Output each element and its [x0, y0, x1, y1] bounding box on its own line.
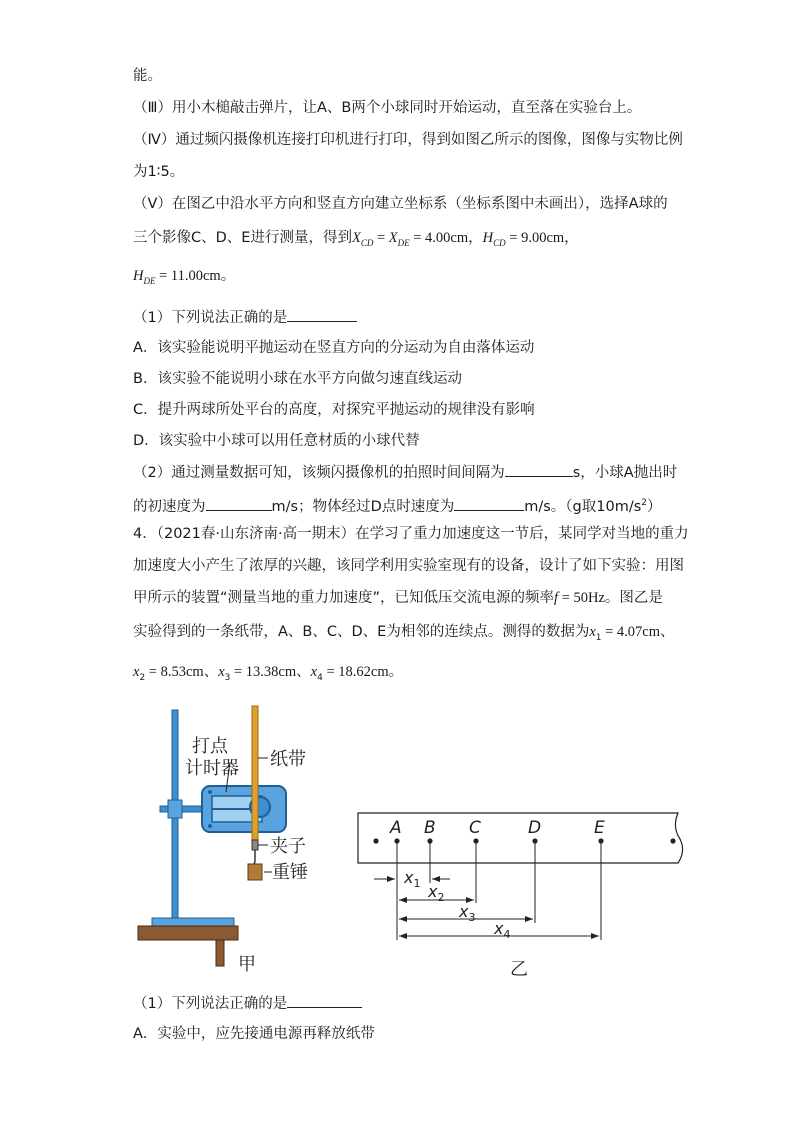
label-weight: 重锤 — [272, 862, 308, 883]
paper-tape — [252, 706, 258, 844]
table-top — [138, 926, 238, 940]
answer-blank[interactable] — [287, 993, 362, 1008]
figure-yi-tape — [350, 805, 690, 980]
text-line: （Ⅴ）在图乙中沿水平方向和竖直方向建立坐标系（坐标系图中未画出），选择A球的 — [133, 196, 668, 212]
hook — [250, 850, 255, 865]
text-line: 加速度大小产生了浓厚的兴趣，该同学利用实验室现有的设备，设计了如下实验：用图 — [133, 558, 684, 574]
label-clip: 夹子 — [270, 836, 306, 857]
answer-blank[interactable] — [287, 307, 357, 322]
text-line: （Ⅳ）通过频闪摄像机连接打印机进行打印，得到如图乙所示的图像，图像与实物比例 — [133, 132, 683, 148]
problem-4: 4．（2021春·山东济南·高一期末）在学习了重力加速度这一节后，某同学对当地的重力 — [133, 526, 689, 542]
weight-block — [248, 864, 262, 880]
stand-base — [152, 918, 234, 926]
question-1: （1）下列说法正确的是 — [133, 307, 357, 328]
timer-screw — [208, 824, 212, 828]
label-timer-2: 计时器 — [185, 758, 239, 779]
clamp-block — [168, 800, 182, 818]
tape-dot — [670, 838, 675, 843]
answer-blank[interactable] — [206, 496, 272, 511]
option-a: A．该实验能说明平抛运动在竖直方向的分运动为自由落体运动 — [133, 340, 535, 356]
tape-dot-a — [394, 838, 399, 843]
label-x1: $x_1$ — [404, 868, 421, 890]
caption-jia: 甲 — [238, 954, 256, 975]
tape-dot-e — [598, 838, 603, 843]
point-label-d: D — [528, 818, 542, 838]
answer-blank[interactable] — [454, 496, 524, 511]
point-label-e: E — [594, 818, 605, 838]
label-x3: $x_3$ — [459, 902, 476, 924]
text-line: 三个影像C、D、E进行测量，得到$X_{CD} = X_{DE} = 4.00cm$，$H_{CD} = 9.00cm$， — [133, 230, 579, 248]
timer-screw — [208, 790, 212, 794]
label-x4: $x_4$ — [494, 919, 511, 941]
option-c: C．提升两球所处平台的高度，对探究平抛运动的规律没有影响 — [133, 402, 535, 418]
label-x2: $x_2$ — [428, 882, 445, 904]
question-4-1: （1）下列说法正确的是 — [133, 993, 362, 1014]
label-timer-1: 打点 — [192, 736, 228, 757]
point-label-c: C — [469, 818, 481, 838]
clip — [252, 840, 258, 850]
tape-outline — [358, 813, 683, 863]
answer-blank[interactable] — [505, 462, 573, 477]
tape-dot-d — [532, 838, 537, 843]
tape-dot-c — [473, 838, 478, 843]
option-d: D．该实验中小球可以用任意材质的小球代替 — [133, 433, 420, 449]
text-line: 甲所示的装置“测量当地的重力加速度”，已知低压交流电源的频率f = 50Hz。图乙是 — [133, 590, 663, 606]
text-line: $H_{DE} = 11.00cm$。 — [133, 268, 236, 286]
tape-dot — [373, 838, 378, 843]
text-line: 实验得到的一条纸带，A、B、C、D、E为相邻的连续点。测得的数据为$x_1 = 4.07cm$、 — [133, 624, 675, 643]
option-b: B．该实验不能说明小球在水平方向做匀速直线运动 — [133, 371, 462, 387]
figure-jia-apparatus — [130, 700, 320, 975]
point-label-b: B — [424, 818, 436, 838]
label-tape: 纸带 — [270, 749, 306, 770]
text-line: 能。 — [133, 68, 162, 84]
option-a: A．实验中，应先接通电源再释放纸带 — [133, 1026, 375, 1042]
question-2: （2）通过测量数据可知，该频闪摄像机的拍照时间间隔为 s，小球A抛出时 — [133, 462, 677, 483]
tape-dot-b — [427, 838, 432, 843]
point-label-a: A — [390, 818, 402, 838]
text-line: 为1∶5。 — [133, 164, 185, 180]
table-leg — [216, 940, 224, 966]
text-line: （Ⅲ）用小木槌敲击弹片，让A、B两个小球同时开始运动，直至落在实验台上。 — [133, 100, 642, 116]
caption-yi: 乙 — [510, 959, 528, 980]
text-line: $x_2 = 8.53cm$、$x_3 = 13.38cm$、$x_4 = 18.62cm$。 — [133, 664, 404, 683]
question-2-cont: 的初速度为 m/s；物体经过D点时速度为 m/s。（g取$10m/s^2$） — [133, 493, 662, 517]
